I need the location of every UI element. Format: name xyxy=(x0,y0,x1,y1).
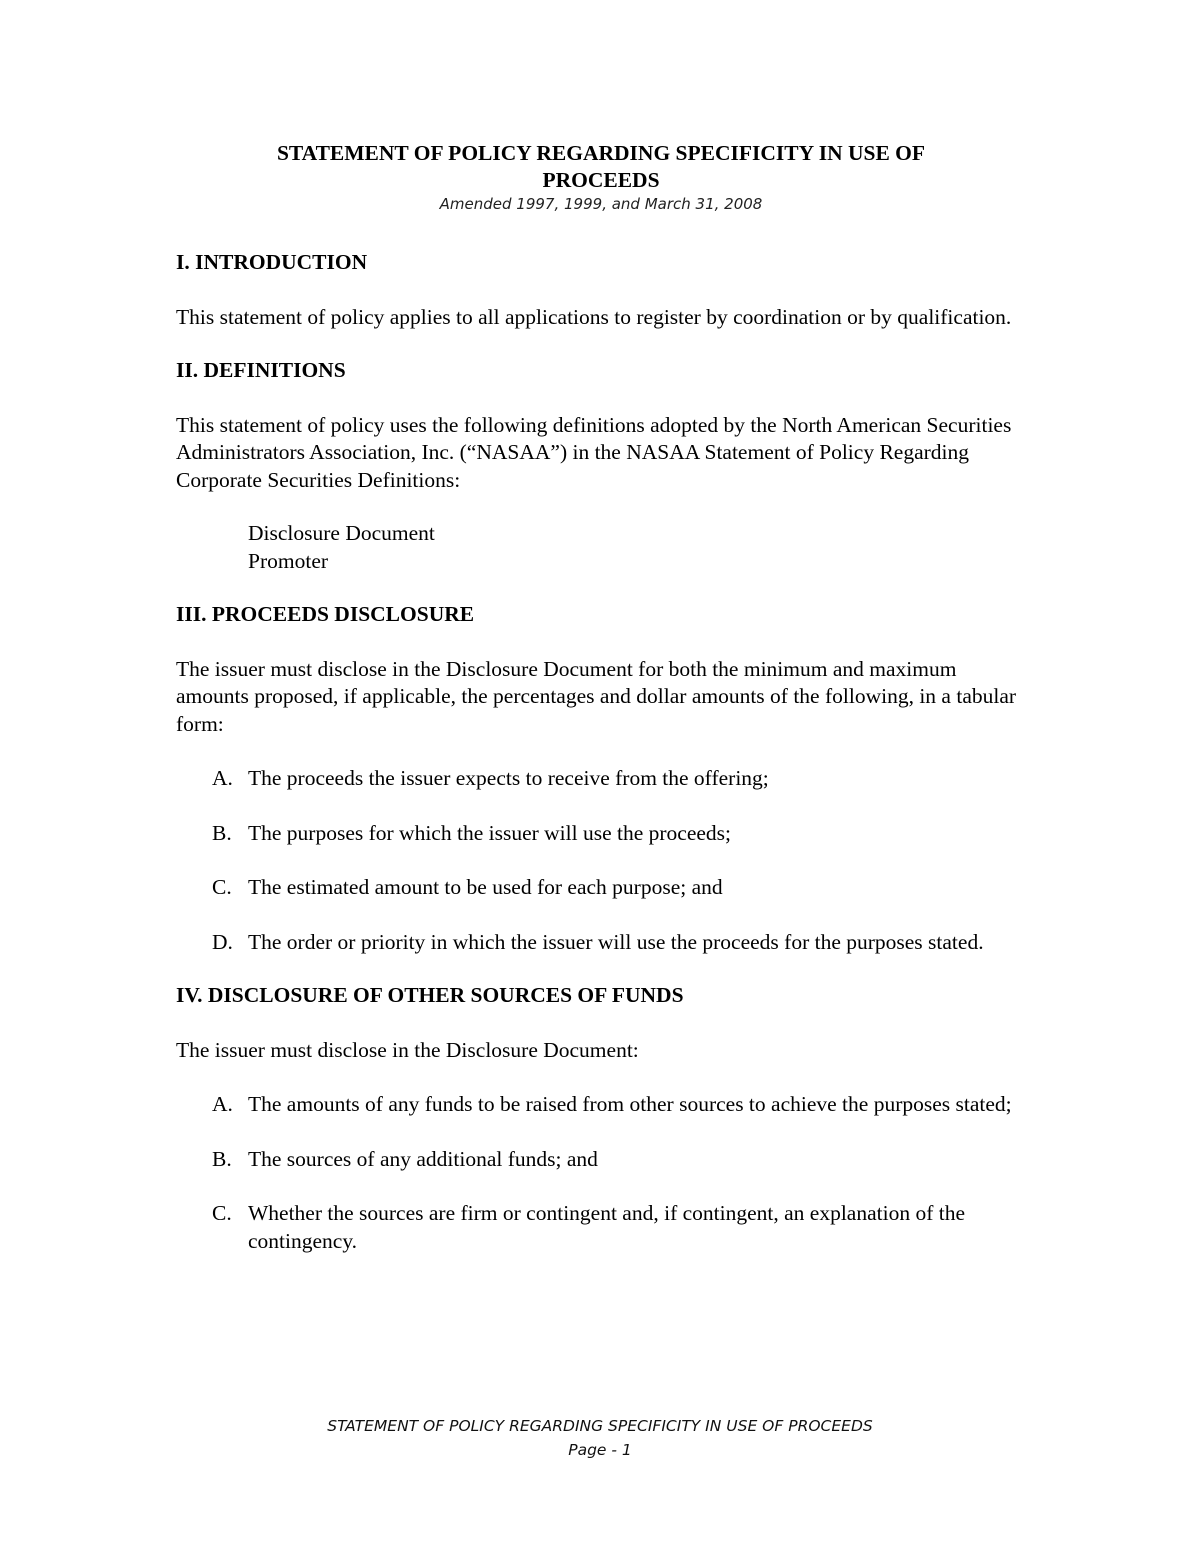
document-body xyxy=(176,140,1026,1255)
footer-page-number: Page - 1 xyxy=(568,1441,632,1459)
list-item xyxy=(176,1091,1026,1119)
list-item xyxy=(176,1146,1026,1174)
other-sources-list xyxy=(176,1091,1026,1255)
document-title-line-2: PROCEEDS xyxy=(542,168,660,192)
list-item-letter: B. xyxy=(212,1146,232,1171)
list-item-text: Whether the sources are firm or contingent and, if contingent, an explanation of the contingency. xyxy=(248,1201,966,1253)
list-item xyxy=(176,929,1026,957)
list-item-text: The estimated amount to be used for each purpose; and xyxy=(248,875,723,899)
list-item-letter: C. xyxy=(212,875,232,899)
list-item-text: The purposes for which the issuer will use the proceeds; xyxy=(248,820,732,845)
section-heading-definitions: II. DEFINITIONS xyxy=(176,358,346,382)
proceeds-disclosure-list xyxy=(176,765,1026,956)
definition-term: Promoter xyxy=(248,548,329,573)
list-item xyxy=(176,874,1026,902)
list-item xyxy=(176,820,1026,848)
other-sources-paragraph: The issuer must disclose in the Disclosure Document: xyxy=(176,1037,639,1062)
list-item-text: The order or priority in which the issuer will use the proceeds for the purposes stated. xyxy=(248,929,984,954)
document-amendment-note: Amended 1997, 1999, and March 31, 2008 xyxy=(439,195,763,213)
list-item-letter: A. xyxy=(212,766,233,790)
list-item-text: The proceeds the issuer expects to receive from the offering; xyxy=(248,766,769,790)
page-footer xyxy=(0,1414,1200,1462)
list-item-text: The sources of any additional funds; and xyxy=(248,1146,598,1171)
section-heading-other-sources: IV. DISCLOSURE OF OTHER SOURCES OF FUNDS xyxy=(176,983,684,1007)
section-heading-proceeds-disclosure: III. PROCEEDS DISCLOSURE xyxy=(176,602,475,626)
list-item-letter: C. xyxy=(212,1201,232,1225)
list-item-text: The amounts of any funds to be raised from other sources to achieve the purposes stated; xyxy=(248,1092,1012,1116)
section-heading-introduction: I. INTRODUCTION xyxy=(176,250,368,274)
footer-document-title: STATEMENT OF POLICY REGARDING SPECIFICITY IN USE OF PROCEEDS xyxy=(327,1417,873,1435)
document-title-line-1: STATEMENT OF POLICY REGARDING SPECIFICITY IN USE OF xyxy=(276,141,926,165)
definition-term: Disclosure Document xyxy=(248,521,435,545)
definitions-paragraph: This statement of policy uses the following definitions adopted by the North American Securities Administrators Association, Inc. (“NASAA”) in the NASAA Statement of Policy Regarding Corporate Securities Definitions: xyxy=(176,412,1012,492)
list-item-letter: B. xyxy=(212,820,232,845)
definitions-term-list xyxy=(176,520,1026,575)
introduction-paragraph: This statement of policy applies to all applications to register by coordination or by qualification. xyxy=(176,304,1012,329)
list-item xyxy=(176,1200,1026,1255)
list-item-letter: D. xyxy=(212,929,233,954)
list-item-letter: A. xyxy=(212,1092,233,1116)
proceeds-disclosure-paragraph: The issuer must disclose in the Disclosure Document for both the minimum and maximum amounts proposed, if applicable, the percentages and dollar amounts of the following, in a tabular form: xyxy=(176,656,1017,736)
list-item xyxy=(176,765,1026,793)
